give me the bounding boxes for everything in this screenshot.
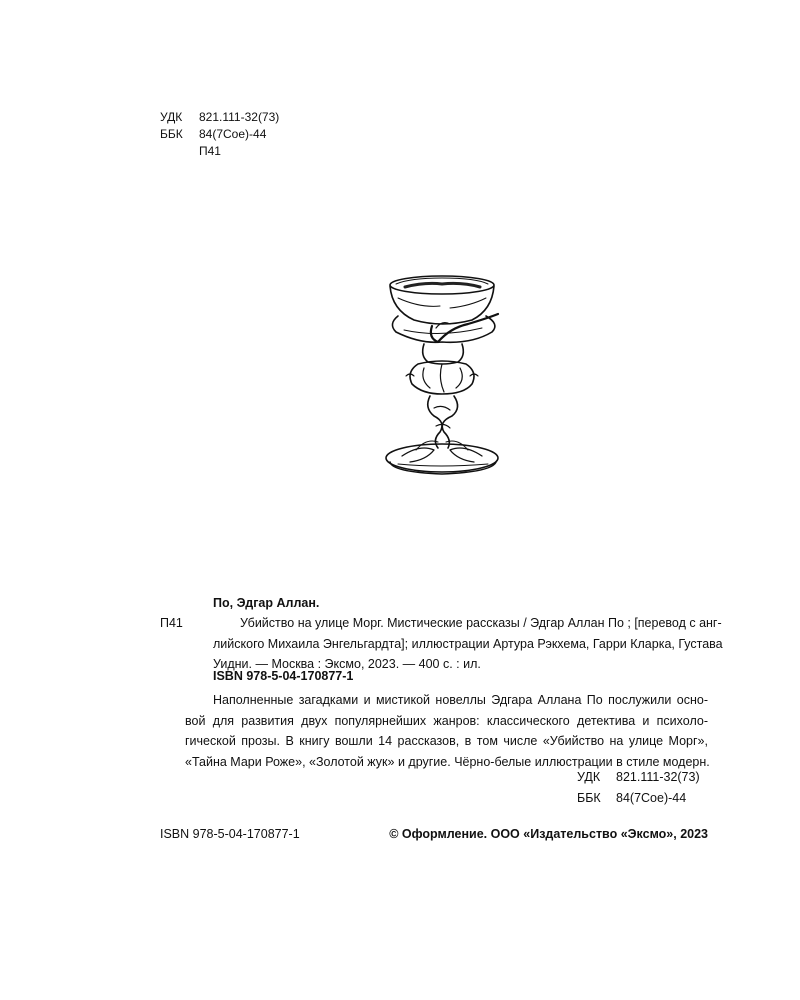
udk-value: 821.111-32(73)	[199, 110, 280, 124]
udk-row	[160, 109, 279, 126]
udk-label: УДК	[160, 110, 183, 124]
record-line: Уидни. — Москва : Эксмо, 2023. — 400 с. : ил.	[213, 657, 481, 671]
annotation-line: Наполненные загадками и мистикой новеллы Эдгара Аллана По послужили осно-	[213, 693, 708, 707]
record-heading: По, Эдгар Аллан.	[213, 596, 320, 610]
bottom-udk-row	[577, 767, 700, 788]
record-mark: П41	[160, 616, 183, 630]
annotation-line: «Тайна Мари Роже», «Золотой жук» и другие. Чёрно-белые иллюстрации в стиле модерн.	[185, 754, 710, 769]
footer-isbn: ISBN 978-5-04-170877-1	[160, 827, 300, 841]
annotation-line: гической прозы. В книгу вошли 14 рассказов, в том числе «Убийство на улице Морг»,	[185, 734, 708, 748]
bottom-bbk-value: 84(7Сое)-44	[616, 790, 687, 805]
bottom-bbk-label: ББК	[577, 790, 601, 805]
bottom-classification	[577, 767, 700, 808]
bbk-label: ББК	[160, 127, 183, 141]
bbk-value: 84(7Сое)-44	[199, 127, 267, 141]
record-isbn: ISBN 978-5-04-170877-1	[213, 669, 354, 683]
top-classification	[160, 109, 279, 160]
record-line: Убийство на улице Морг. Мистические рассказы / Эдгар Аллан По ; [перевод с анг-	[240, 616, 722, 630]
bottom-udk-label: УДК	[577, 770, 601, 784]
footer-copyright: © Оформление. ООО «Издательство «Эксмо», 2023	[389, 827, 708, 841]
record-line: лийского Михаила Энгельгардта]; иллюстрации Артура Рэкхема, Гарри Кларка, Густава	[213, 636, 723, 651]
annotation	[185, 690, 708, 772]
goblet-illustration-icon	[380, 268, 505, 480]
bottom-bbk-row	[577, 788, 700, 809]
annotation-line: вой для развития двух популярнейших жанров: классического детектива и психоло-	[185, 713, 708, 728]
bottom-udk-value: 821.111-32(73)	[616, 770, 700, 784]
bbk-row	[160, 126, 279, 143]
author-mark: П41	[199, 144, 221, 158]
